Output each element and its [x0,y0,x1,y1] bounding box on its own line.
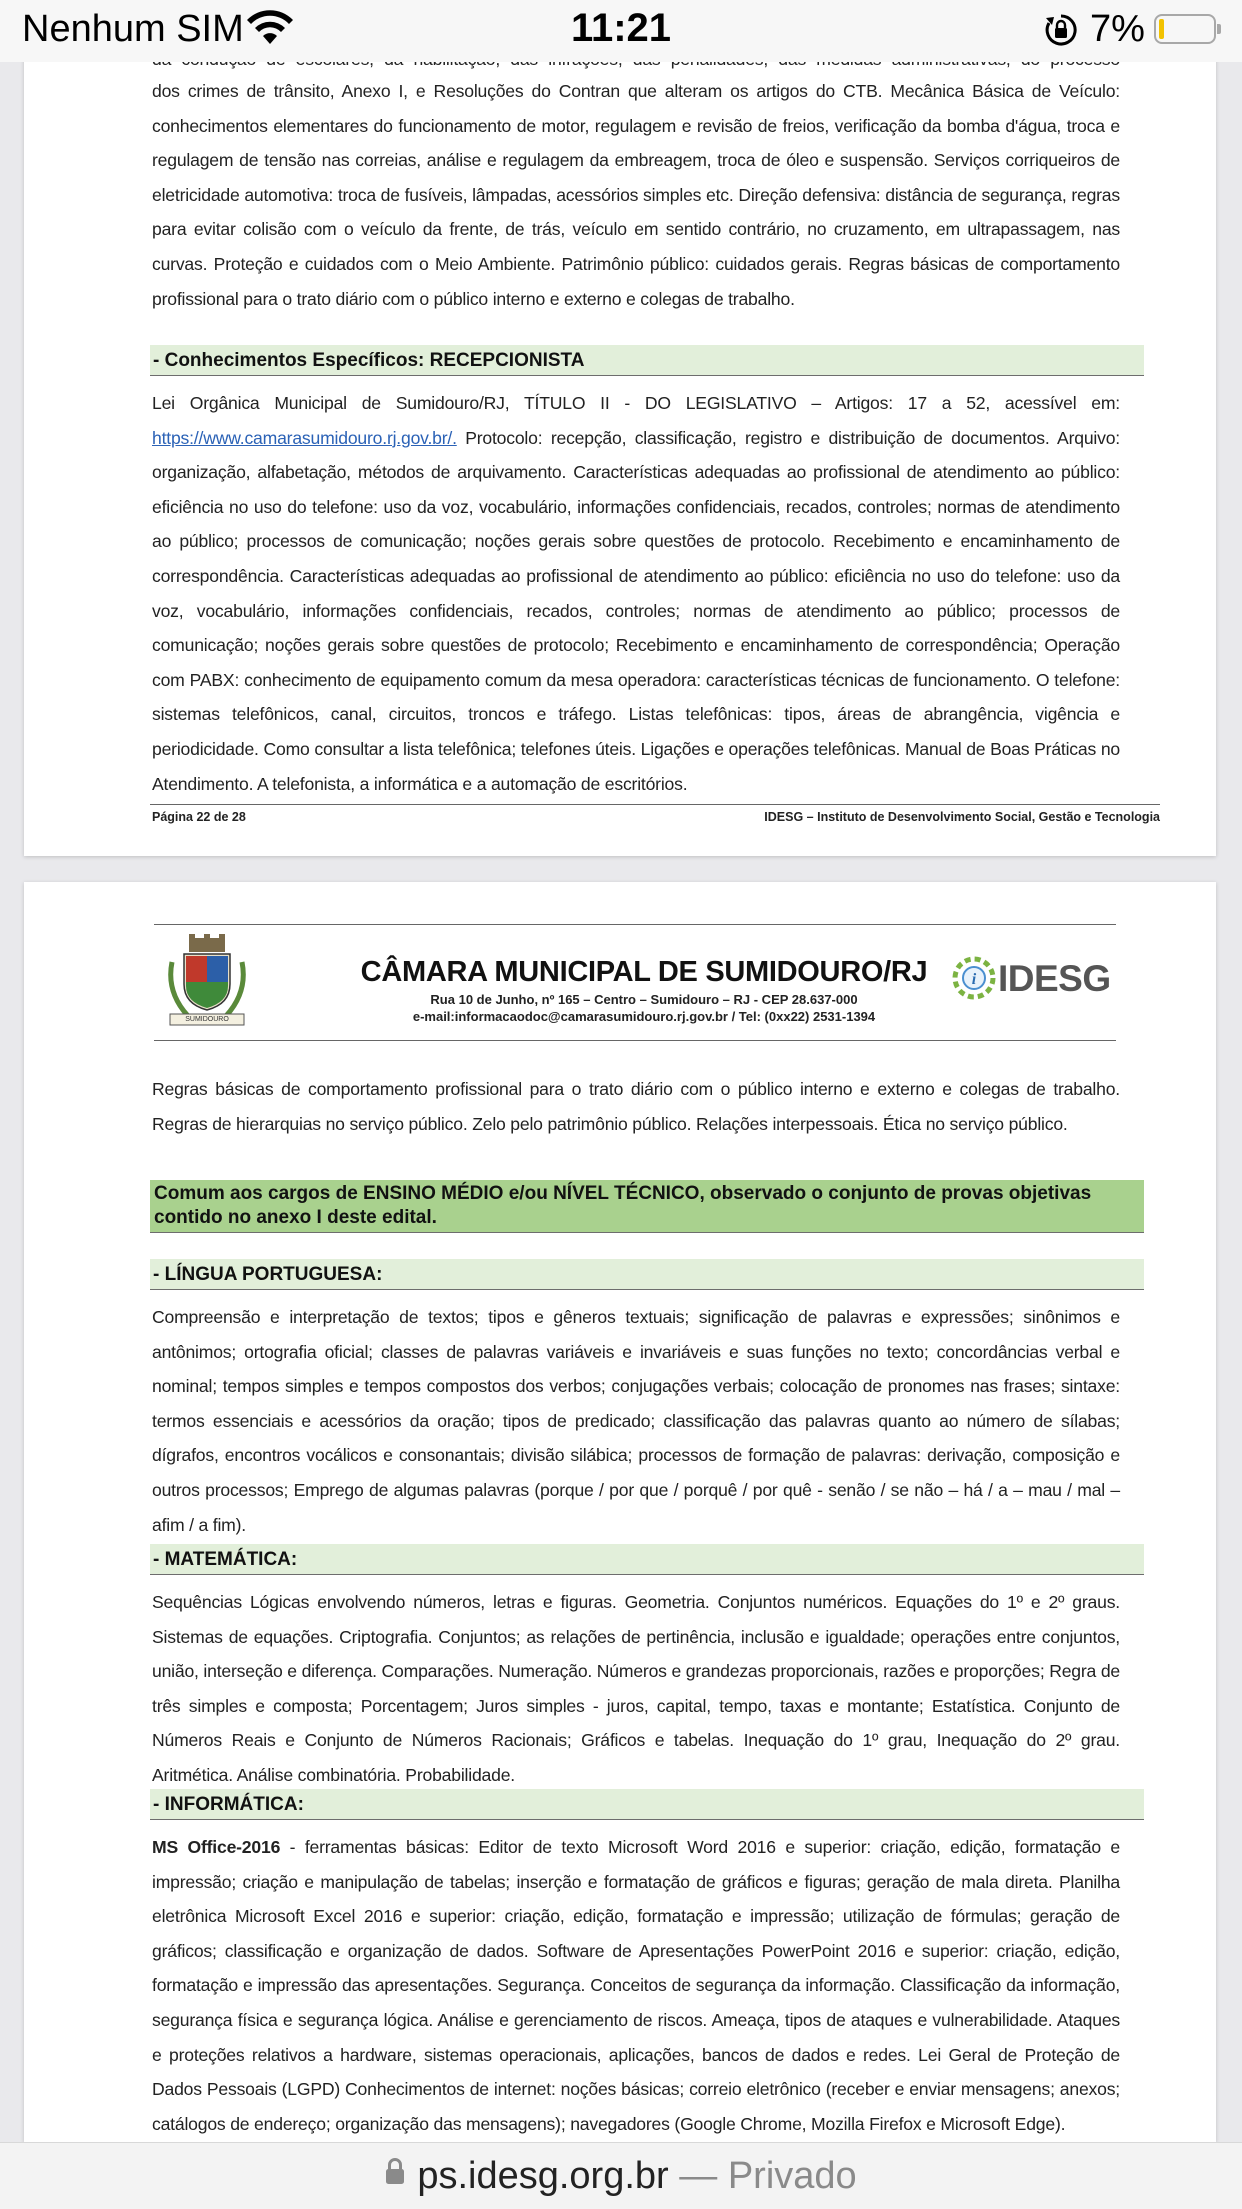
idesg-logo-text: IDESG [998,958,1111,999]
crest-caption: SUMIDOURO [185,1016,229,1023]
section-heading-informatica: - INFORMÁTICA: [150,1789,1144,1820]
portugues-paragraph: Compreensão e interpretação de textos; tipos e gêneros textuais; significação de palavras e expressões; sinônimos e antônimos; ortografia oficial; classes de palavras variáveis e invariáveis e suas funções no texto; concordâncias verbal e nominal; tempos simples e tempos compostos dos verbos; conjugações verbais; colocação de pronomes nas frases; sintaxe: termos essenciais e acessórios da oração; tipos de predicado; classificação das palavras quanto ao número de sílabas; dígrafos, encontros vocálicos e consonantais; divisão silábica; processos de formação de palavras: derivação, composição e outros processos; Emprego de algumas palavras (porque / por que / porquê / por quê - senão / se não – há / a – mau / mal – afim / a fim). [152,1307,1120,1535]
recepcionista-paragraph [152,386,1120,801]
ms-office-label: MS Office-2016 [152,1837,281,1857]
header-address: Rua 10 de Junho, nº 165 – Centro – Sumidouro – RJ - CEP 28.637-000 [430,992,858,1007]
footer-institution: IDESG – Instituto de Desenvolvimento Social, Gestão e Tecnologia [764,810,1160,824]
header-contact: e-mail:informacaodoc@camarasumidouro.rj.gov.br / Tel: (0xx22) 2531-1394 [412,1009,876,1024]
header-top-rule [154,924,1116,925]
informatica-paragraph [152,1830,1120,2141]
header-title: CÂMARA MUNICIPAL DE SUMIDOURO/RJ [360,956,928,988]
browser-url-bar[interactable] [0,2142,1242,2209]
lock-icon [385,2152,405,2195]
page-number: Página 22 de 28 [152,810,246,824]
status-bar [0,0,1242,62]
page1-paragraph: dos crimes de trânsito, Anexo I, e Resoluções do Contran que alteram os artigos do CTB. Mecânica Básica de Veículo: conhecimentos elementares do funcionamento de motor, regulagem e revisão de freios, verificação da bomba d'água, troca e regulagem de tensão nas correias, análise e regulagem da embreagem, troca de óleo e suspensão. Serviços corriqueiros de eletricidade automotiva: troca de fusíveis, lâmpadas, acessórios simples etc. Direção defensiva: distância de segurança, regras para evitar colisão com o veículo da frente, de trás, veículo em sentido contrário, no cruzamento, em ultrapassagem, nas curvas. Proteção e cuidados com o Meio Ambiente. Patrimônio público: cuidados gerais. Regras básicas de comportamento profissional para o trato diário com o público interno e externo e colegas de trabalho. [152,81,1120,309]
url-domain[interactable]: ps.idesg.org.br [417,2155,669,2197]
clock: 11:21 [570,6,672,50]
section-heading-recepcionista: - Conhecimentos Específicos: RECEPCIONISTA [150,345,1144,376]
battery-percent: 7% [1090,8,1145,50]
footer-divider [150,804,1160,805]
recep-text-rest: Protocolo: recepção, classificação, registro e distribuição de documentos. Arquivo: organização, alfabetação, métodos de arquivamento. Características adequadas ao profissional de atendimento ao público: eficiência no uso do telefone: uso da voz, vocabulário, informações confidenciais, recados, controles; normas de atendimento ao público; processos de comunicação; noções gerais sobre questões de protocolo. Recebimento e encaminhamento de correspondência. Características adequadas ao profissional de atendimento ao público: eficiência no uso do telefone: uso da voz, vocabulário, informações confidenciais, recados, controles; normas de atendimento ao público; processos de comunicação; noções gerais sobre questões de protocolo; Recebimento e encaminhamento de correspondência; Operação com PABX: conhecimento de equipamento comum da mesa operadora: características técnicas de funcionamento. O telefone: sistemas telefônicos, canal, circuitos, troncos e tráfego. Listas telefônicas: tipos, áreas de abrangência, vigência e periodicidade. Como consultar a lista telefônica; telefones úteis. Ligações e operações telefônicas. Manual de Boas Práticas no Atendimento. A telefonista, a informática e a automação de escritórios. [152,427,1120,794]
svg-text:i: i [971,971,977,988]
private-mode-label: — Privado [668,2155,857,2197]
document-page-23 [24,882,1216,2142]
header-bottom-rule [154,1040,1116,1041]
rotation-lock-icon [1044,13,1078,52]
recep-text-start: Lei Orgânica Municipal de Sumidouro/RJ, TÍTULO II - DO LEGISLATIVO – Artigos: 17 a 52, acessível em: [152,393,1120,413]
section-heading-matematica: - MATEMÁTICA: [150,1544,1144,1575]
battery-icon [1154,14,1216,44]
section-heading-portugues: - LÍNGUA PORTUGUESA: [150,1259,1144,1290]
matematica-paragraph: Sequências Lógicas envolvendo números, letras e figuras. Geometria. Conjuntos numéricos. Equações do 1º e 2º graus. Sistemas de equações. Criptografia. Conjuntos; as relações de pertinência, inclusão e igualdade; operações entre conjuntos, união, interseção e diferença. Comparações. Numeração. Números e grandezas proporcionais, razões e proporções; Regra de três simples e composta; Porcentagem; Juros simples - juros, capital, tempo, taxas e montante; Estatística. Conjunto de Números Reais e Conjunto de Números Racionais; Gráficos e tabelas. Inequação do 1º grau, Inequação do 2º grau. Aritmética. Análise combinatória. Probabilidade. [152,1592,1120,1785]
idesg-logo [950,952,1111,1009]
common-positions-heading: Comum aos cargos de ENSINO MÉDIO e/ou NÍVEL TÉCNICO, observado o conjunto de provas objetivas contido no anexo I deste edital. [150,1180,1144,1233]
informatica-text: - ferramentas básicas: Editor de texto Microsoft Word 2016 e superior: criação, edição, formatação e impressão; criação e manipulação de tabelas; inserção e formatação de gráficos e figuras; geração de mala direta. Planilha eletrônica Microsoft Excel 2016 e superior: criação, edição, formatação e impressão; utilização de fórmulas; geração de gráficos; classificação e organização de dados. Software de Apresentações PowerPoint 2016 e superior: criação, edição, formatação e impressão das apresentações. Segurança. Conceitos de segurança da informação. Classificação da informação, segurança física e segurança lógica. Análise e gerenciamento de riscos. Ameaça, tipos de ataques e vulnerabilidade. Ataques e proteções relativos a hardware, sistemas operacionais, aplicações, bancos de dados e redes. Lei Geral de Proteção de Dados Pessoais (LGPD) Conhecimentos de internet: noções básicas; correio eletrônico (receber e enviar mensagens; anexos; catálogos de endereço; organização das mensagens); navegadores (Google Chrome, Mozilla Firefox e Microsoft Edge). [152,1837,1120,2134]
document-page-22 [24,0,1216,856]
carrier-label: Nenhum SIM [22,8,244,50]
camara-website-link[interactable]: https://www.camarasumidouro.rj.gov.br/. [152,427,457,448]
intro-paragraph: Regras básicas de comportamento profissional para o trato diário com o público interno e externo e colegas de trabalho. Regras de hierarquias no serviço público. Zelo pelo patrimônio público. Relações interpessoais. Ética no serviço público. [152,1079,1120,1134]
municipal-crest-logo [162,932,252,1033]
